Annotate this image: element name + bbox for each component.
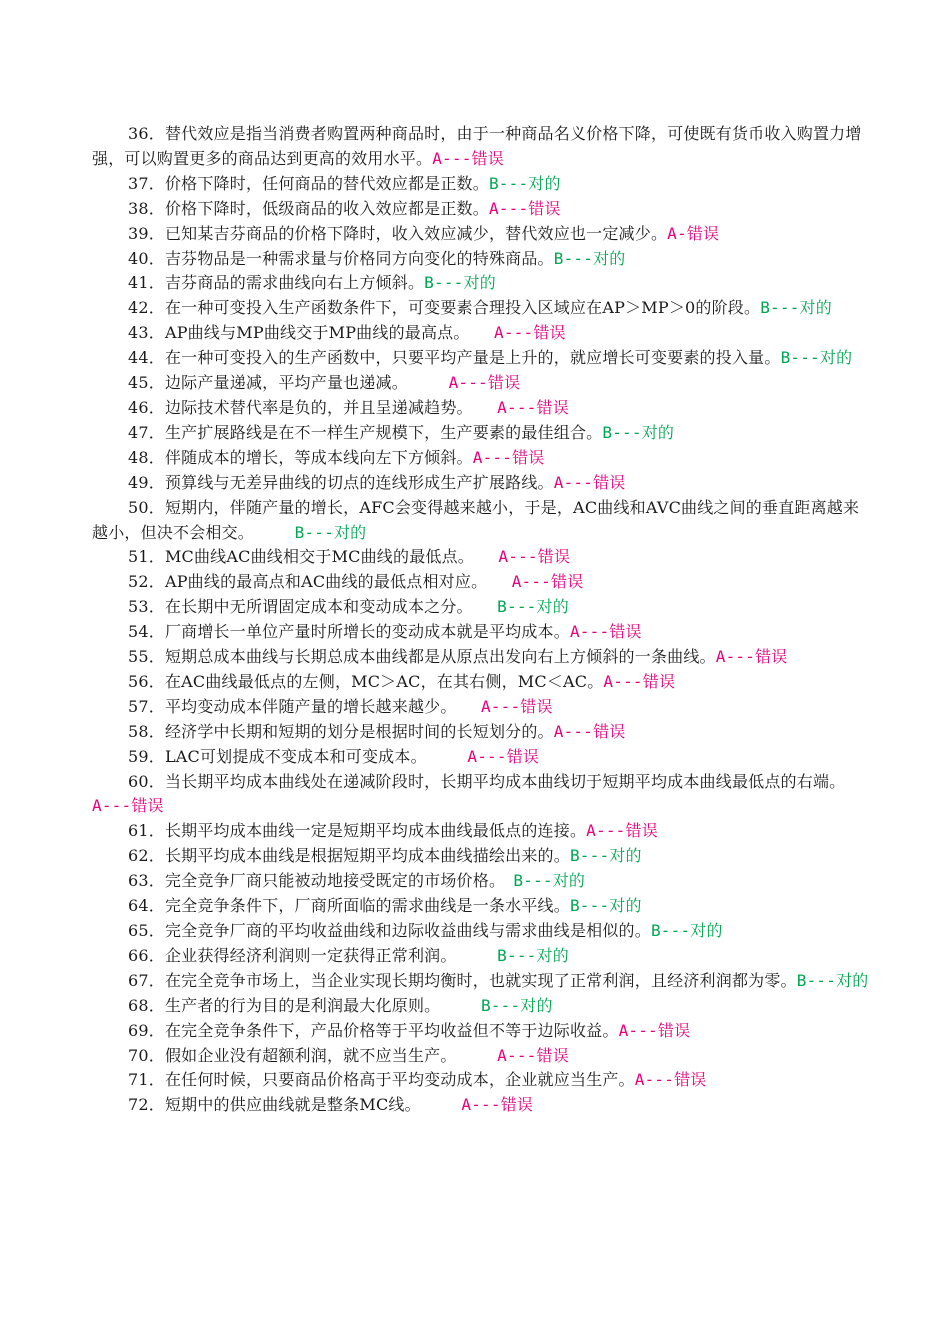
answer-label: A---错误 [569,622,642,642]
question-text: 64．完全竞争条件下，厂商所面临的需求曲线是一条水平线。 [128,896,570,916]
answer-label: A---错误 [553,721,626,741]
answer-label: B---对的 [553,248,626,268]
question-item [92,346,872,371]
question-text: 69．在完全竞争条件下，产品价格等于平均收益但不等于边际收益。 [128,1020,619,1040]
question-text: 58．经济学中长期和短期的划分是根据时间的长短划分的。 [128,721,554,741]
question-text: 71．在任何时候，只要商品价格高于平均变动成本，企业就应当生产。 [128,1070,635,1090]
answer-label: A---错误 [586,821,658,841]
answer-label: A---错误 [493,323,566,343]
answer-label: B---对的 [569,896,642,916]
question-text: 45．边际产量递减，平均产量也递减。 [128,373,449,393]
question-item [92,994,872,1019]
question-item [92,844,872,869]
question-item [92,296,872,321]
question-text: 61．长期平均成本曲线一定是短期平均成本曲线最低点的连接。 [128,821,587,841]
answer-label: A---错误 [497,397,569,417]
question-item [92,819,872,844]
answer-label: B---对的 [780,348,853,368]
answer-label: A---错误 [472,447,545,467]
question-text: 44．在一种可变投入的生产函数中，只要平均产量是上升的，就应增长可变要素的投入量。 [128,348,781,368]
question-item [92,1019,872,1044]
question-text: 49．预算线与无差异曲线的切点的连线形成生产扩展路线。 [128,472,554,492]
question-item [92,894,872,919]
answer-label: A---错误 [618,1020,691,1040]
answer-label: A---错误 [92,796,164,816]
question-item [92,570,872,595]
question-item [92,1068,872,1093]
question-item [92,122,872,172]
question-text: 40．吉芬物品是一种需求量与价格同方向变化的特殊商品。 [128,248,554,268]
answer-label: A---错误 [634,1070,707,1090]
answer-label: A-错误 [667,223,720,243]
answer-label: B---对的 [569,846,642,866]
question-text: 38．价格下降时，低级商品的收入效应都是正数。 [128,198,489,218]
answer-label: B---对的 [488,173,561,193]
question-item [92,620,872,645]
question-text: 56．在AC曲线最低点的左侧，MC＞AC，在其右侧，MC＜AC。 [128,671,604,691]
answer-label: B---对的 [294,522,367,542]
question-text: 47．生产扩展路线是在不一样生产规模下，生产要素的最佳组合。 [128,422,603,442]
question-item [92,421,872,446]
answer-label: A---错误 [448,373,521,393]
question-text: 43．AP曲线与MP曲线交于MP曲线的最高点。 [128,323,494,343]
question-item [92,172,872,197]
answer-label: B---对的 [602,422,675,442]
question-item [92,869,872,894]
answer-label: A---错误 [497,1045,569,1065]
question-text: 41．吉芬商品的需求曲线向右上方倾斜。 [128,273,425,293]
question-item [92,371,872,396]
question-item [92,969,872,994]
question-item [92,471,872,496]
answer-label: A---错误 [498,547,571,567]
answer-label: A---错误 [467,746,540,766]
question-text: 48．伴随成本的增长，等成本线向左下方倾斜。 [128,447,473,467]
question-text: 51．MC曲线AC曲线相交于MC曲线的最低点。 [128,547,499,567]
question-text: 68．生产者的行为目的是利润最大化原则。 [128,995,481,1015]
question-text: 46．边际技术替代率是负的，并且呈递减趋势。 [128,397,498,417]
question-item [92,197,872,222]
question-text: 42．在一种可变投入生产函数条件下，可变要素合理投入区域应在AP＞MP＞0的阶段。 [128,298,761,318]
answer-label: A---错误 [432,148,504,168]
question-text: 54．厂商增长一单位产量时所增长的变动成本就是平均成本。 [128,622,570,642]
answer-label: B---对的 [497,945,569,965]
question-item [92,770,919,820]
question-item [92,1093,872,1118]
answer-label: A---错误 [488,198,561,218]
question-item [92,271,872,296]
answer-label: B---对的 [424,273,496,293]
question-item [92,545,872,570]
question-item [92,944,872,969]
answer-label: B---对的 [480,995,553,1015]
answer-label: A---错误 [511,572,584,592]
question-item [92,595,872,620]
question-item [92,745,872,770]
question-text: 63．完全竞争厂商只能被动地接受既定的市场价格。 [128,871,514,891]
question-text: 72．短期中的供应曲线就是整条MC线。 [128,1095,462,1115]
question-item [92,919,872,944]
question-item [92,720,872,745]
question-item [92,247,872,272]
question-text: 39．已知某吉芬商品的价格下降时，收入效应减少，替代效应也一定减少。 [128,223,668,243]
question-text: 62．长期平均成本曲线是根据短期平均成本曲线描绘出来的。 [128,846,570,866]
answer-label: B---对的 [497,597,569,617]
question-item [92,496,872,546]
question-text: 65．完全竞争厂商的平均收益曲线和边际收益曲线与需求曲线是相似的。 [128,921,651,940]
question-item [92,321,872,346]
question-item [92,396,872,421]
answer-label: B---对的 [796,970,869,990]
question-text: 67．在完全竞争市场上，当企业实现长期均衡时，也就实现了正常利润，且经济利润都为零。 [128,970,797,990]
question-text: 70．假如企业没有超额利润，就不应当生产。 [128,1045,498,1065]
question-text: 60．当长期平均成本曲线处在递减阶段时，长期平均成本曲线切于短期平均成本曲线最低点的右端。 [128,771,919,791]
answer-label: A---错误 [480,696,553,716]
question-item [92,645,872,670]
question-item [92,670,872,695]
question-text: 55．短期总成本曲线与长期总成本曲线都是从原点出发向右上方倾斜的一条曲线。 [128,647,716,667]
question-item [92,1044,872,1069]
answer-label: A---错误 [603,671,676,691]
answer-label: A---错误 [553,472,626,492]
document-page [92,122,919,1118]
question-text: 50．短期内，伴随产量的增长，AFC会变得越来越小，于是，AC曲线和AVC曲线之间的垂直距离越来越小，但决不会相交。 [92,497,860,542]
question-item [92,446,872,471]
question-item [92,695,872,720]
question-text: 36．替代效应是指当消费者购置两种商品时，由于一种商品名义价格下降，可使既有货币收入购置力增强，可以购置更多的商品达到更高的效用水平。 [92,124,862,168]
answer-label: B---对的 [760,298,832,318]
answer-label: B---对的 [513,871,586,891]
question-text: 59．LAC可划提成不变成本和可变成本。 [128,746,468,766]
question-text: 66．企业获得经济利润则一定获得正常利润。 [128,945,498,965]
question-text: 57．平均变动成本伴随产量的增长越来越少。 [128,696,481,716]
question-text: 53．在长期中无所谓固定成本和变动成本之分。 [128,597,498,617]
answer-label: B---对的 [650,921,723,940]
answer-label: A---错误 [461,1095,534,1115]
question-item [92,222,872,247]
question-text: 37．价格下降时，任何商品的替代效应都是正数。 [128,173,489,193]
question-text: 52．AP曲线的最高点和AC曲线的最低点相对应。 [128,572,512,592]
answer-label: A---错误 [715,647,788,667]
